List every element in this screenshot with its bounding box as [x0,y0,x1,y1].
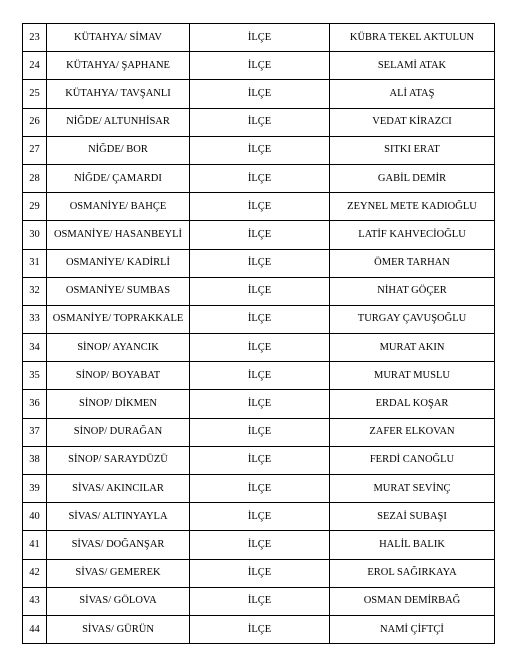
row-number-cell: 26 [23,108,47,136]
unit-type-cell: İLÇE [190,503,330,531]
province-district-cell: SİNOP/ BOYABAT [47,362,190,390]
table-row [23,390,495,418]
row-number-cell: 23 [23,24,47,52]
province-district-cell: OSMANİYE/ SUMBAS [47,277,190,305]
unit-type-cell: İLÇE [190,277,330,305]
province-district-cell: SİNOP/ SARAYDÜZÜ [47,446,190,474]
row-number-cell: 39 [23,475,47,503]
table-row [23,249,495,277]
person-name-cell: GABİL DEMİR [330,164,495,192]
person-name-cell: ÖMER TARHAN [330,249,495,277]
unit-type-cell: İLÇE [190,587,330,615]
person-name-cell: LATİF KAHVECİOĞLU [330,221,495,249]
person-name-cell: OSMAN DEMİRBAĞ [330,587,495,615]
unit-type-cell: İLÇE [190,390,330,418]
table-row [23,164,495,192]
province-district-cell: SİVAS/ DOĞANŞAR [47,531,190,559]
province-district-cell: KÜTAHYA/ ŞAPHANE [47,52,190,80]
unit-type-cell: İLÇE [190,80,330,108]
province-district-cell: NİĞDE/ ALTUNHİSAR [47,108,190,136]
row-number-cell: 30 [23,221,47,249]
unit-type-cell: İLÇE [190,52,330,80]
row-number-cell: 34 [23,334,47,362]
table-row [23,221,495,249]
table-row [23,559,495,587]
unit-type-cell: İLÇE [190,559,330,587]
person-name-cell: KÜBRA TEKEL AKTULUN [330,24,495,52]
unit-type-cell: İLÇE [190,24,330,52]
row-number-cell: 43 [23,587,47,615]
person-name-cell: MURAT SEVİNÇ [330,475,495,503]
unit-type-cell: İLÇE [190,249,330,277]
table-row [23,52,495,80]
unit-type-cell: İLÇE [190,334,330,362]
person-name-cell: NİHAT GÖÇER [330,277,495,305]
row-number-cell: 27 [23,136,47,164]
row-number-cell: 32 [23,277,47,305]
unit-type-cell: İLÇE [190,362,330,390]
unit-type-cell: İLÇE [190,108,330,136]
province-district-cell: NİĞDE/ BOR [47,136,190,164]
row-number-cell: 40 [23,503,47,531]
row-number-cell: 37 [23,418,47,446]
row-number-cell: 24 [23,52,47,80]
row-number-cell: 25 [23,80,47,108]
unit-type-cell: İLÇE [190,446,330,474]
unit-type-cell: İLÇE [190,531,330,559]
row-number-cell: 42 [23,559,47,587]
person-name-cell: MURAT AKIN [330,334,495,362]
table-row [23,531,495,559]
person-name-cell: MURAT MUSLU [330,362,495,390]
person-name-cell: TURGAY ÇAVUŞOĞLU [330,305,495,333]
unit-type-cell: İLÇE [190,418,330,446]
province-district-cell: KÜTAHYA/ TAVŞANLI [47,80,190,108]
row-number-cell: 29 [23,193,47,221]
person-name-cell: VEDAT KİRAZCI [330,108,495,136]
row-number-cell: 28 [23,164,47,192]
province-district-cell: OSMANİYE/ KADİRLİ [47,249,190,277]
person-name-cell: SITKI ERAT [330,136,495,164]
province-district-cell: SİVAS/ AKINCILAR [47,475,190,503]
table-row [23,305,495,333]
person-name-cell: FERDİ CANOĞLU [330,446,495,474]
person-name-cell: EROL SAĞIRKAYA [330,559,495,587]
province-district-cell: SİNOP/ DİKMEN [47,390,190,418]
province-district-cell: OSMANİYE/ TOPRAKKALE [47,305,190,333]
province-district-cell: SİNOP/ DURAĞAN [47,418,190,446]
unit-type-cell: İLÇE [190,221,330,249]
table-row [23,108,495,136]
table-row [23,446,495,474]
unit-type-cell: İLÇE [190,475,330,503]
person-name-cell: HALİL BALIK [330,531,495,559]
person-name-cell: ZEYNEL METE KADIOĞLU [330,193,495,221]
province-district-cell: OSMANİYE/ HASANBEYLİ [47,221,190,249]
table-row [23,80,495,108]
row-number-cell: 36 [23,390,47,418]
province-district-cell: OSMANİYE/ BAHÇE [47,193,190,221]
person-name-cell: ALİ ATAŞ [330,80,495,108]
province-district-cell: SİVAS/ GEMEREK [47,559,190,587]
row-number-cell: 35 [23,362,47,390]
district-table [22,23,495,644]
province-district-cell: KÜTAHYA/ SİMAV [47,24,190,52]
unit-type-cell: İLÇE [190,164,330,192]
person-name-cell: SEZAİ SUBAŞI [330,503,495,531]
unit-type-cell: İLÇE [190,305,330,333]
unit-type-cell: İLÇE [190,615,330,643]
table-body [23,24,495,644]
table-row [23,334,495,362]
table-row [23,362,495,390]
person-name-cell: ZAFER ELKOVAN [330,418,495,446]
table-row [23,587,495,615]
table-row [23,277,495,305]
person-name-cell: NAMİ ÇİFTÇİ [330,615,495,643]
person-name-cell: SELAMİ ATAK [330,52,495,80]
row-number-cell: 38 [23,446,47,474]
province-district-cell: SİVAS/ ALTINYAYLA [47,503,190,531]
table-row [23,136,495,164]
row-number-cell: 31 [23,249,47,277]
table-row [23,475,495,503]
province-district-cell: SİVAS/ GÜRÜN [47,615,190,643]
table-row [23,24,495,52]
unit-type-cell: İLÇE [190,136,330,164]
table-row [23,615,495,643]
table-row [23,503,495,531]
unit-type-cell: İLÇE [190,193,330,221]
row-number-cell: 44 [23,615,47,643]
row-number-cell: 41 [23,531,47,559]
table-row [23,193,495,221]
province-district-cell: SİVAS/ GÖLOVA [47,587,190,615]
province-district-cell: NİĞDE/ ÇAMARDI [47,164,190,192]
row-number-cell: 33 [23,305,47,333]
table-row [23,418,495,446]
person-name-cell: ERDAL KOŞAR [330,390,495,418]
province-district-cell: SİNOP/ AYANCIK [47,334,190,362]
